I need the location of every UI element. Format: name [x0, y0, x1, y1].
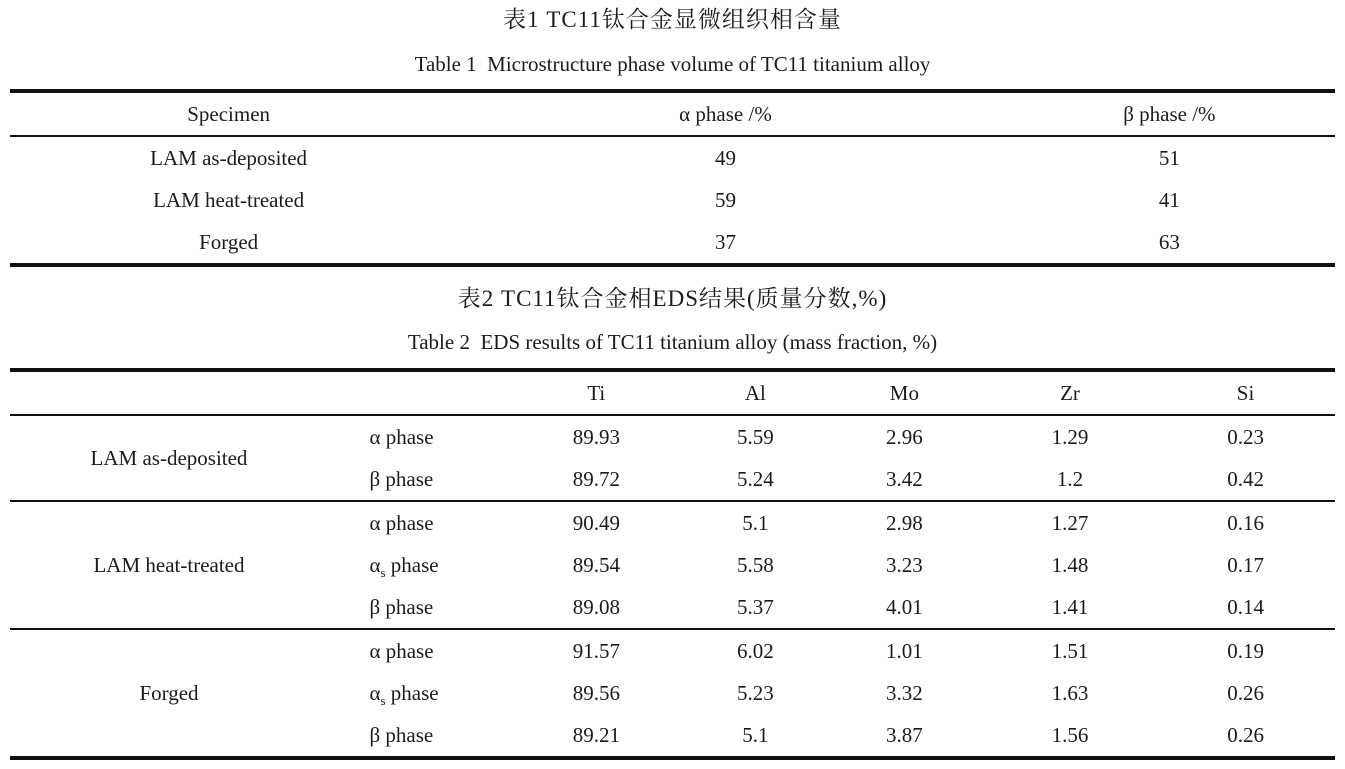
value-cell-zr: 1.56 — [1051, 722, 1089, 747]
value-cell-ti: 91.57 — [572, 638, 620, 663]
value-cell-mo: 3.23 — [886, 552, 923, 577]
table2-header-zr: Zr — [984, 370, 1156, 415]
phase-cell — [328, 458, 507, 501]
table-row — [10, 179, 1335, 221]
value-cell-al: 5.23 — [736, 680, 774, 705]
value-cell-si: 0.14 — [1156, 586, 1335, 629]
value-cell-si: 0.23 — [1227, 424, 1264, 449]
value-cell-ti: 89.72 — [507, 458, 686, 501]
phase-label: α phase — [369, 638, 434, 663]
specimen-cell: Forged — [199, 229, 259, 254]
phase-label: β phase — [369, 466, 434, 491]
table2-header-al: Al — [686, 370, 825, 415]
value-cell-si: 0.26 — [1227, 680, 1264, 705]
table2-header-ti: Ti — [507, 370, 686, 415]
table-row — [10, 221, 1335, 265]
value-cell-mo: 1.01 — [886, 638, 923, 663]
table1 — [10, 89, 1335, 267]
phase-cell — [328, 586, 507, 629]
table2-header-mo: Mo — [825, 370, 984, 415]
table2-caption-zh: 表2 TC11钛合金相EDS结果(质量分数,%) — [457, 286, 888, 311]
value-cell-mo: 3.42 — [825, 458, 984, 501]
value-cell-al: 5.1 — [742, 510, 769, 535]
value-cell-zr: 1.48 — [1051, 552, 1089, 577]
phase-label: β phase — [369, 722, 434, 747]
value-cell-al: 5.37 — [686, 586, 825, 629]
value-cell-ti: 89.54 — [572, 552, 620, 577]
value-cell-al: 5.59 — [736, 424, 774, 449]
alpha-value-cell: 49 — [715, 145, 736, 170]
value-cell-si: 0.26 — [1227, 722, 1264, 747]
value-cell-zr: 1.2 — [984, 458, 1156, 501]
alpha-value-cell: 37 — [715, 229, 736, 254]
header-cell-empty-specimen — [10, 370, 328, 415]
value-cell-al: 6.02 — [736, 638, 774, 663]
value-cell-mo: 3.87 — [886, 722, 923, 747]
table1-header-alpha-phase: α phase /% — [447, 91, 1004, 136]
value-cell-ti: 89.08 — [507, 586, 686, 629]
value-cell-mo: 2.96 — [886, 424, 923, 449]
value-cell-si: 0.17 — [1227, 552, 1264, 577]
value-cell-si: 0.42 — [1156, 458, 1335, 501]
value-cell-mo: 3.32 — [886, 680, 923, 705]
phase-label: α phase — [369, 424, 434, 449]
value-cell-zr: 1.27 — [1051, 510, 1089, 535]
phase-cell — [328, 672, 507, 714]
phase-cell — [328, 714, 507, 758]
table-row — [10, 501, 1335, 544]
header-cell-empty-phase — [328, 370, 507, 415]
table1-caption-en: Table 1 Microstructure phase volume of TC11 titanium alloy — [414, 52, 931, 76]
table2-caption-en: Table 2 EDS results of TC11 titanium alloy (mass fraction, %) — [407, 330, 938, 354]
specimen-cell: LAM as-deposited — [150, 145, 308, 170]
value-cell-ti: 89.93 — [572, 424, 620, 449]
specimen-cell: LAM heat-treated — [10, 501, 328, 629]
table-row — [10, 136, 1335, 179]
value-cell-ti: 90.49 — [572, 510, 620, 535]
beta-value-cell: 41 — [1158, 187, 1180, 212]
table-row — [10, 629, 1335, 672]
value-cell-mo: 4.01 — [825, 586, 984, 629]
value-cell-mo: 2.98 — [886, 510, 923, 535]
table2-header-si: Si — [1156, 370, 1335, 415]
phase-label: $\alpha_s$ phase — [369, 680, 439, 708]
phase-label: β phase — [369, 594, 434, 619]
value-cell-zr: 1.63 — [1051, 680, 1089, 705]
value-cell-al: 5.24 — [686, 458, 825, 501]
table1-caption-zh: 表1 TC11钛合金显微组织相含量 — [503, 7, 842, 32]
table1-header-row — [10, 91, 1335, 136]
specimen-cell: LAM as-deposited — [10, 415, 328, 501]
phase-cell — [328, 544, 507, 586]
phase-label: $\alpha_s$ phase — [369, 552, 439, 580]
value-cell-si: 0.16 — [1227, 510, 1264, 535]
table1-header-beta-phase: β phase /% — [1004, 91, 1335, 136]
table2 — [10, 368, 1335, 760]
table1-header-specimen: Specimen — [10, 91, 447, 136]
phase-cell — [328, 501, 507, 544]
table-row — [10, 415, 1335, 458]
value-cell-zr: 1.29 — [1051, 424, 1089, 449]
value-cell-zr: 1.51 — [1051, 638, 1089, 663]
value-cell-ti: 89.21 — [572, 722, 620, 747]
specimen-cell: Forged — [10, 629, 328, 758]
beta-value-cell: 51 — [1158, 145, 1180, 170]
value-cell-zr: 1.41 — [984, 586, 1156, 629]
phase-cell — [328, 415, 507, 458]
value-cell-ti: 89.56 — [572, 680, 620, 705]
value-cell-al: 5.1 — [742, 722, 769, 747]
value-cell-al: 5.58 — [736, 552, 774, 577]
beta-value-cell: 63 — [1158, 229, 1180, 254]
phase-label: α phase — [369, 510, 434, 535]
alpha-value-cell: 59 — [715, 187, 736, 212]
table2-header-row — [10, 370, 1335, 415]
value-cell-si: 0.19 — [1227, 638, 1264, 663]
phase-cell — [328, 629, 507, 672]
specimen-cell: LAM heat-treated — [153, 187, 305, 212]
